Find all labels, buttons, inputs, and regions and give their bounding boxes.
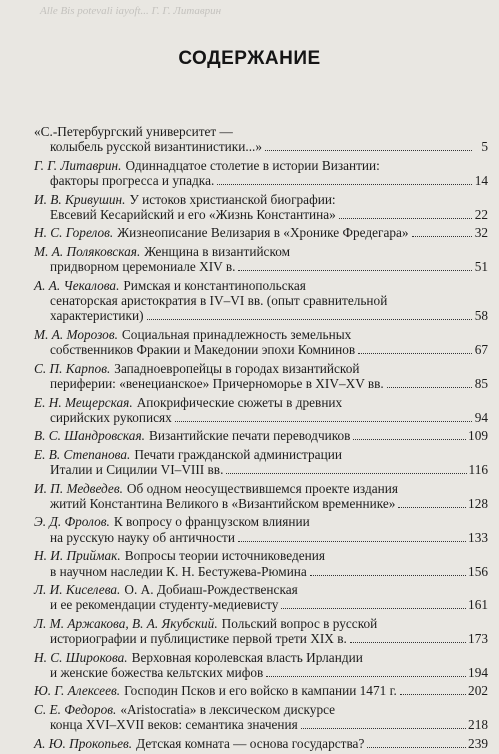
toc-title-text: конца XVI–XVII веков: семантика значения (50, 717, 298, 733)
dot-leader (400, 694, 466, 695)
toc-author: Ю. Г. Алексеев. (34, 683, 121, 699)
toc-page-number: 173 (468, 631, 488, 647)
toc-entry-line (34, 342, 488, 357)
dot-leader (339, 218, 472, 219)
toc-title-text: Женщина в византийском (144, 243, 291, 259)
toc-page-number: 194 (468, 665, 488, 680)
toc-entry-line (34, 158, 488, 173)
toc-page-number: 5 (481, 139, 488, 155)
toc-title-text: сенаторская аристократия в IV–VI вв. (опыт сравнительной (50, 293, 388, 309)
toc-page-number: 67 (474, 342, 488, 358)
toc-page-number: 32 (474, 225, 488, 241)
running-head-bleed: Alle Bis potevali iayoft... Г. Г. Литаврин (40, 5, 222, 17)
toc-entry-line (34, 702, 488, 717)
dot-leader (265, 150, 472, 151)
toc-author: Л. И. Киселева. (34, 581, 121, 597)
toc-entry-line (34, 597, 488, 612)
toc-page-number: 156 (468, 563, 488, 579)
toc-entry (34, 395, 488, 426)
toc-title-text: и женские божества кельтских мифов (50, 665, 264, 680)
toc-page-number: 14 (474, 173, 488, 189)
toc-title-text: О. А. Добиаш-Рождественская (124, 581, 298, 597)
dot-leader (301, 728, 466, 729)
toc-entry-line (34, 293, 488, 308)
toc-entry (34, 428, 488, 443)
toc-author: И. П. Медведев. (34, 480, 123, 496)
toc-author: В. С. Шандровская. (34, 428, 145, 444)
dot-leader (147, 319, 472, 320)
toc-entry (34, 327, 488, 358)
dot-leader (238, 270, 472, 271)
toc-entry-line (34, 361, 488, 376)
toc-title-text: «С.-Петербургский университет — (34, 124, 233, 139)
toc-title-text: Об одном неосуществившемся проекте издания (126, 480, 398, 496)
toc-entry-line (34, 496, 488, 511)
toc-page-number: 218 (468, 717, 488, 733)
dot-leader (350, 642, 466, 643)
toc-entry-line (34, 428, 488, 443)
toc-entry-line (34, 124, 488, 139)
toc-page-number: 239 (468, 735, 488, 751)
toc-entry (34, 481, 488, 512)
dot-leader (310, 575, 466, 576)
toc-entry-line (34, 225, 488, 240)
toc-title-text: в научном наследии К. Н. Бестужева-Рюмина (50, 563, 307, 579)
toc-entry-line (34, 192, 488, 207)
toc-title-text: Италии и Сицилии VI–VIII вв. (50, 462, 224, 478)
toc-entry-line (34, 308, 488, 323)
dot-leader (398, 507, 466, 508)
toc-title-text: сирийских рукописях (50, 409, 172, 425)
toc-entry (34, 683, 488, 698)
toc-page-number: 51 (474, 259, 488, 275)
toc-entry-line (34, 327, 488, 342)
toc-page-number: 58 (474, 308, 488, 324)
toc-page-number: 133 (468, 529, 488, 545)
toc-title-text: характеристики) (50, 308, 144, 324)
toc-entry-line (34, 410, 488, 425)
toc-page-number: 22 (474, 207, 488, 223)
dot-leader (358, 353, 472, 354)
toc-entry (34, 158, 488, 189)
toc-entry-line (34, 564, 488, 579)
toc-entry (34, 225, 488, 240)
dot-leader (226, 473, 466, 474)
toc-entry-line (34, 173, 488, 188)
toc-entry-line (34, 717, 488, 732)
toc-entry-line (34, 244, 488, 259)
toc-title-text: житий Константина Великого в «Византийском временнике» (50, 495, 396, 511)
toc-title-text: Верховная королевская власть Ирландии (131, 649, 363, 665)
dot-leader (387, 387, 472, 388)
toc-page-number: 161 (468, 597, 488, 613)
toc-title-text: колыбель русской византинистики...» (50, 139, 262, 155)
toc-author: М. А. Поляковская. (34, 243, 141, 259)
toc-title-text: Одиннадцатое столетие в истории Византии: (125, 157, 380, 173)
toc-title-text: Детская комната — основа государства? (136, 735, 365, 751)
toc-author: Е. В. Степанова. (34, 446, 131, 462)
toc-entry-line (34, 462, 488, 477)
toc-entry-line (34, 582, 488, 597)
toc-entry (34, 548, 488, 579)
toc-author: И. В. Кривушин. (34, 191, 126, 207)
toc-entry-line (34, 207, 488, 222)
toc-title-text: Апокрифические сюжеты в древних (136, 394, 343, 410)
toc-entry-line (34, 530, 488, 545)
toc-author: Л. М. Аржакова, В. А. Якубский. (34, 615, 218, 631)
toc-author: Н. И. Приймак. (34, 548, 121, 564)
toc-title-text: Византийские печати переводчиков (148, 428, 351, 444)
toc-author: Н. С. Широкова. (34, 649, 128, 665)
toc-author: Э. Д. Фролов. (34, 514, 110, 530)
toc-author: Г. Г. Литаврин. (34, 157, 122, 173)
toc-entry-line (34, 395, 488, 410)
toc-entry (34, 514, 488, 545)
toc-entry-line (34, 447, 488, 462)
toc-title-text: факторы прогресса и упадка. (50, 173, 215, 189)
toc-entry (34, 616, 488, 647)
toc-entry-line (34, 650, 488, 665)
toc-title-text: Вопросы теории источниковедения (124, 548, 325, 564)
dot-leader (281, 608, 466, 609)
dot-leader (238, 541, 466, 542)
toc-page-number: 85 (474, 376, 488, 392)
dot-leader (353, 439, 466, 440)
toc-title-text: Польский вопрос в русской (221, 615, 378, 631)
toc-title-text: К вопросу о французском влиянии (113, 514, 310, 530)
toc-page-number: 116 (468, 462, 488, 478)
toc-title-text: Социальная принадлежность земельных (121, 326, 352, 342)
toc-title-text: собственников Фракии и Македонии эпохи Комнинов (50, 342, 356, 358)
toc-entry (34, 582, 488, 613)
toc-page-number: 202 (468, 683, 488, 699)
toc-title-text: Римская и константинопольская (123, 277, 306, 293)
table-of-contents (34, 124, 488, 754)
toc-entry-line (34, 514, 488, 529)
page-title: СОДЕРЖАНИЕ (178, 48, 321, 69)
toc-title-text: историографии и публицистике первой трети XIX в. (50, 631, 347, 647)
toc-entry-line (34, 736, 488, 751)
toc-title-text: и ее рекомендации студенту-медиевисту (50, 597, 279, 613)
toc-author: А. Ю. Прокопьев. (34, 735, 133, 751)
dot-leader (367, 747, 466, 748)
toc-title-text: Жизнеописание Велизария в «Хронике Фредегара» (117, 225, 409, 241)
toc-title-text: на русскую науку об античности (50, 529, 235, 545)
toc-entry (34, 192, 488, 223)
toc-entry (34, 124, 488, 155)
toc-title-text: «Aristocratia» в лексическом дискурсе (120, 701, 336, 717)
toc-title-text: периферии: «венецианское» Причерноморье в XIV–XV вв. (50, 376, 384, 392)
toc-title-text: Западноевропейцы в городах византийской (114, 360, 360, 376)
toc-title-text: У истоков христианской биографии: (129, 191, 336, 207)
toc-page-number: 109 (468, 428, 488, 444)
toc-entry-line (34, 278, 488, 293)
dot-leader (266, 676, 466, 677)
toc-entry-line (34, 139, 488, 154)
toc-entry (34, 447, 488, 478)
toc-author: М. А. Морозов. (34, 326, 118, 342)
toc-author: С. П. Карпов. (34, 360, 111, 376)
toc-entry (34, 361, 488, 392)
toc-page-number: 128 (468, 495, 488, 511)
toc-title-text: Господин Псков и его войско в кампании 1471 г. (124, 683, 397, 699)
toc-entry-line (34, 683, 488, 698)
toc-author: С. Е. Федоров. (34, 701, 117, 717)
toc-title-text: Евсевий Кесарийский и его «Жизнь Константина» (50, 207, 336, 223)
toc-entry (34, 244, 488, 275)
toc-entry-line (34, 548, 488, 563)
toc-entry-line (34, 259, 488, 274)
toc-entry (34, 650, 488, 681)
toc-author: Е. Н. Мещерская. (34, 394, 133, 410)
toc-entry-line (34, 665, 488, 680)
toc-title-text: придворном церемониале XIV в. (50, 259, 236, 275)
toc-entry-line (34, 631, 488, 646)
toc-entry (34, 702, 488, 733)
toc-author: А. А. Чекалова. (34, 277, 120, 293)
toc-entry (34, 736, 488, 751)
toc-entry (34, 278, 488, 324)
dot-leader (217, 184, 472, 185)
toc-title-text: Печати гражданской администрации (134, 446, 342, 462)
toc-author: Н. С. Горелов. (34, 225, 114, 241)
dot-leader (175, 421, 472, 422)
dot-leader (412, 236, 472, 237)
toc-entry-line (34, 616, 488, 631)
toc-entry-line (34, 481, 488, 496)
toc-page-number: 94 (474, 409, 488, 425)
toc-entry-line (34, 376, 488, 391)
